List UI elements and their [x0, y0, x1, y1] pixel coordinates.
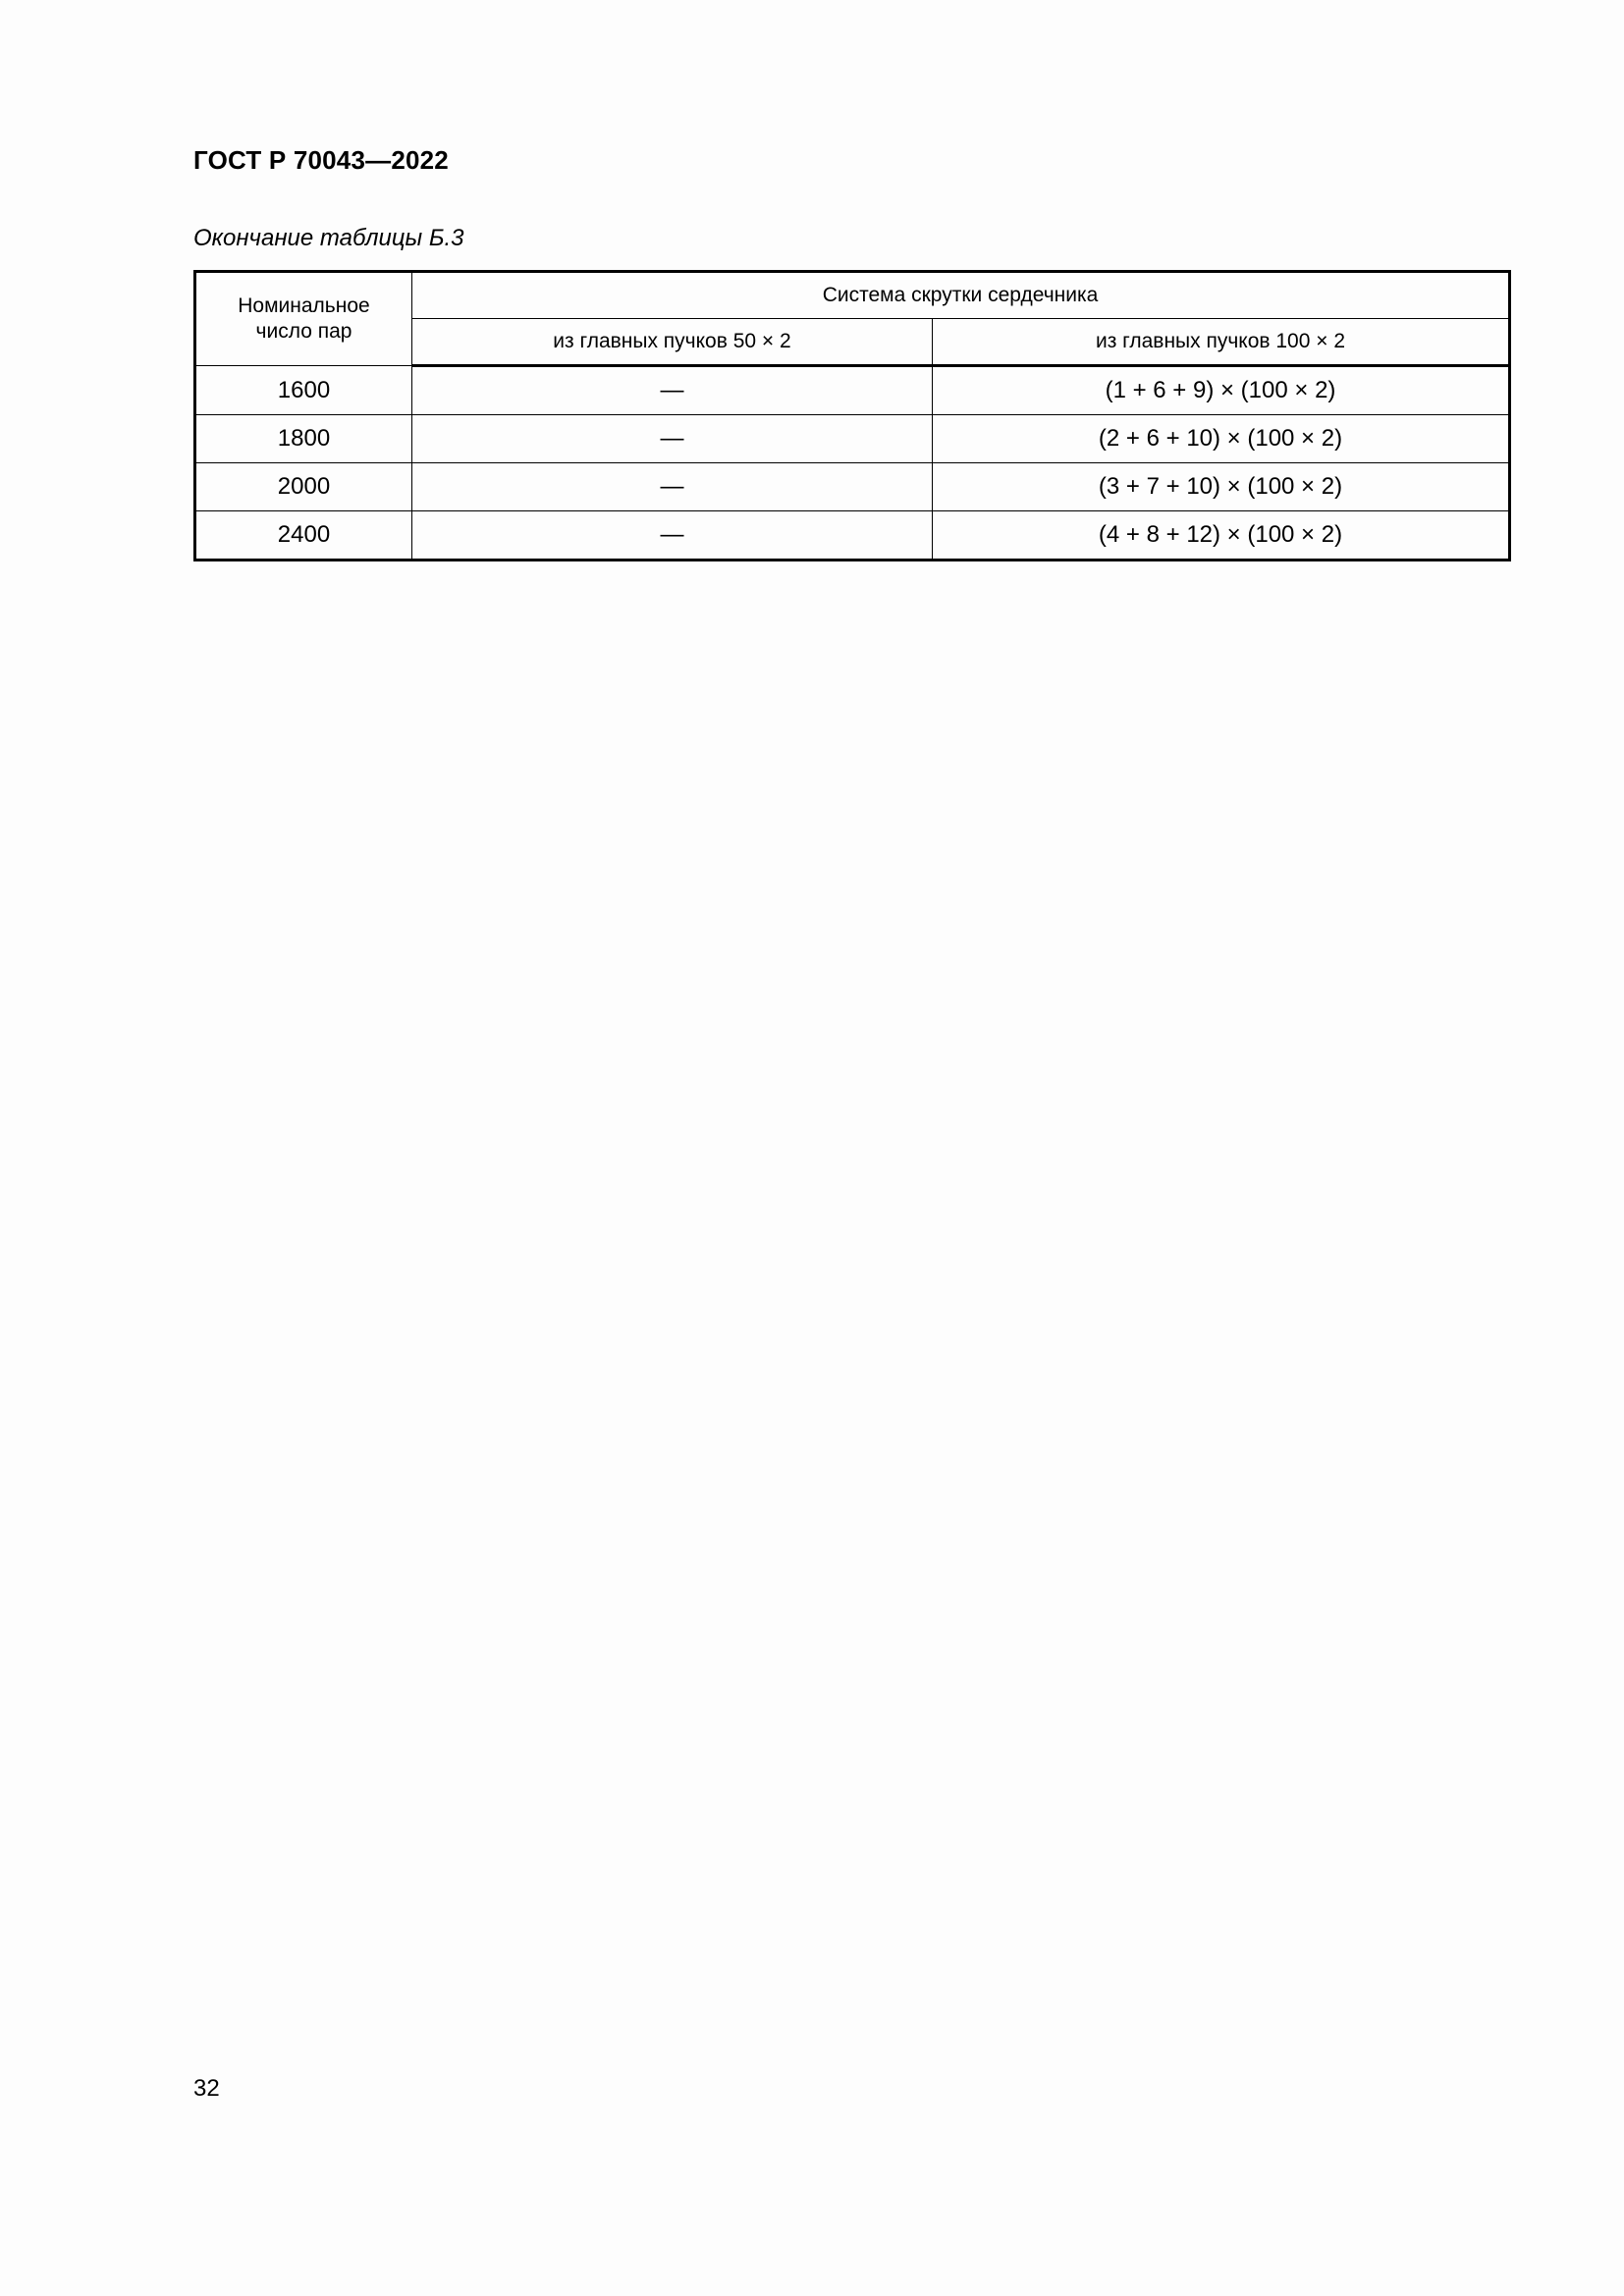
table-caption: Окончание таблицы Б.3	[193, 225, 464, 251]
cell-pairs: 2000	[195, 463, 412, 511]
table-row	[195, 511, 1510, 561]
cell-50x2: —	[412, 366, 933, 415]
cell-100x2: (3 + 7 + 10) × (100 × 2)	[933, 463, 1510, 511]
header-bundles-100x2: из главных пучков 100 × 2	[933, 319, 1510, 366]
header-nominal-pairs: Номинальное число пар	[195, 272, 412, 366]
table-row	[195, 366, 1510, 415]
header-bundles-50x2: из главных пучков 50 × 2	[412, 319, 933, 366]
cell-50x2: —	[412, 463, 933, 511]
cell-pairs: 2400	[195, 511, 412, 561]
cell-50x2: —	[412, 511, 933, 561]
cell-100x2: (4 + 8 + 12) × (100 × 2)	[933, 511, 1510, 561]
cell-50x2: —	[412, 415, 933, 463]
table-row	[195, 463, 1510, 511]
table-row	[195, 415, 1510, 463]
cell-100x2: (1 + 6 + 9) × (100 × 2)	[933, 366, 1510, 415]
cell-100x2: (2 + 6 + 10) × (100 × 2)	[933, 415, 1510, 463]
page-number: 32	[193, 2075, 220, 2102]
document-code: ГОСТ Р 70043—2022	[193, 145, 449, 175]
cell-pairs: 1800	[195, 415, 412, 463]
header-core-stranding-system: Система скрутки сердечника	[412, 272, 1510, 319]
cell-pairs: 1600	[195, 366, 412, 415]
data-table	[193, 270, 1511, 561]
